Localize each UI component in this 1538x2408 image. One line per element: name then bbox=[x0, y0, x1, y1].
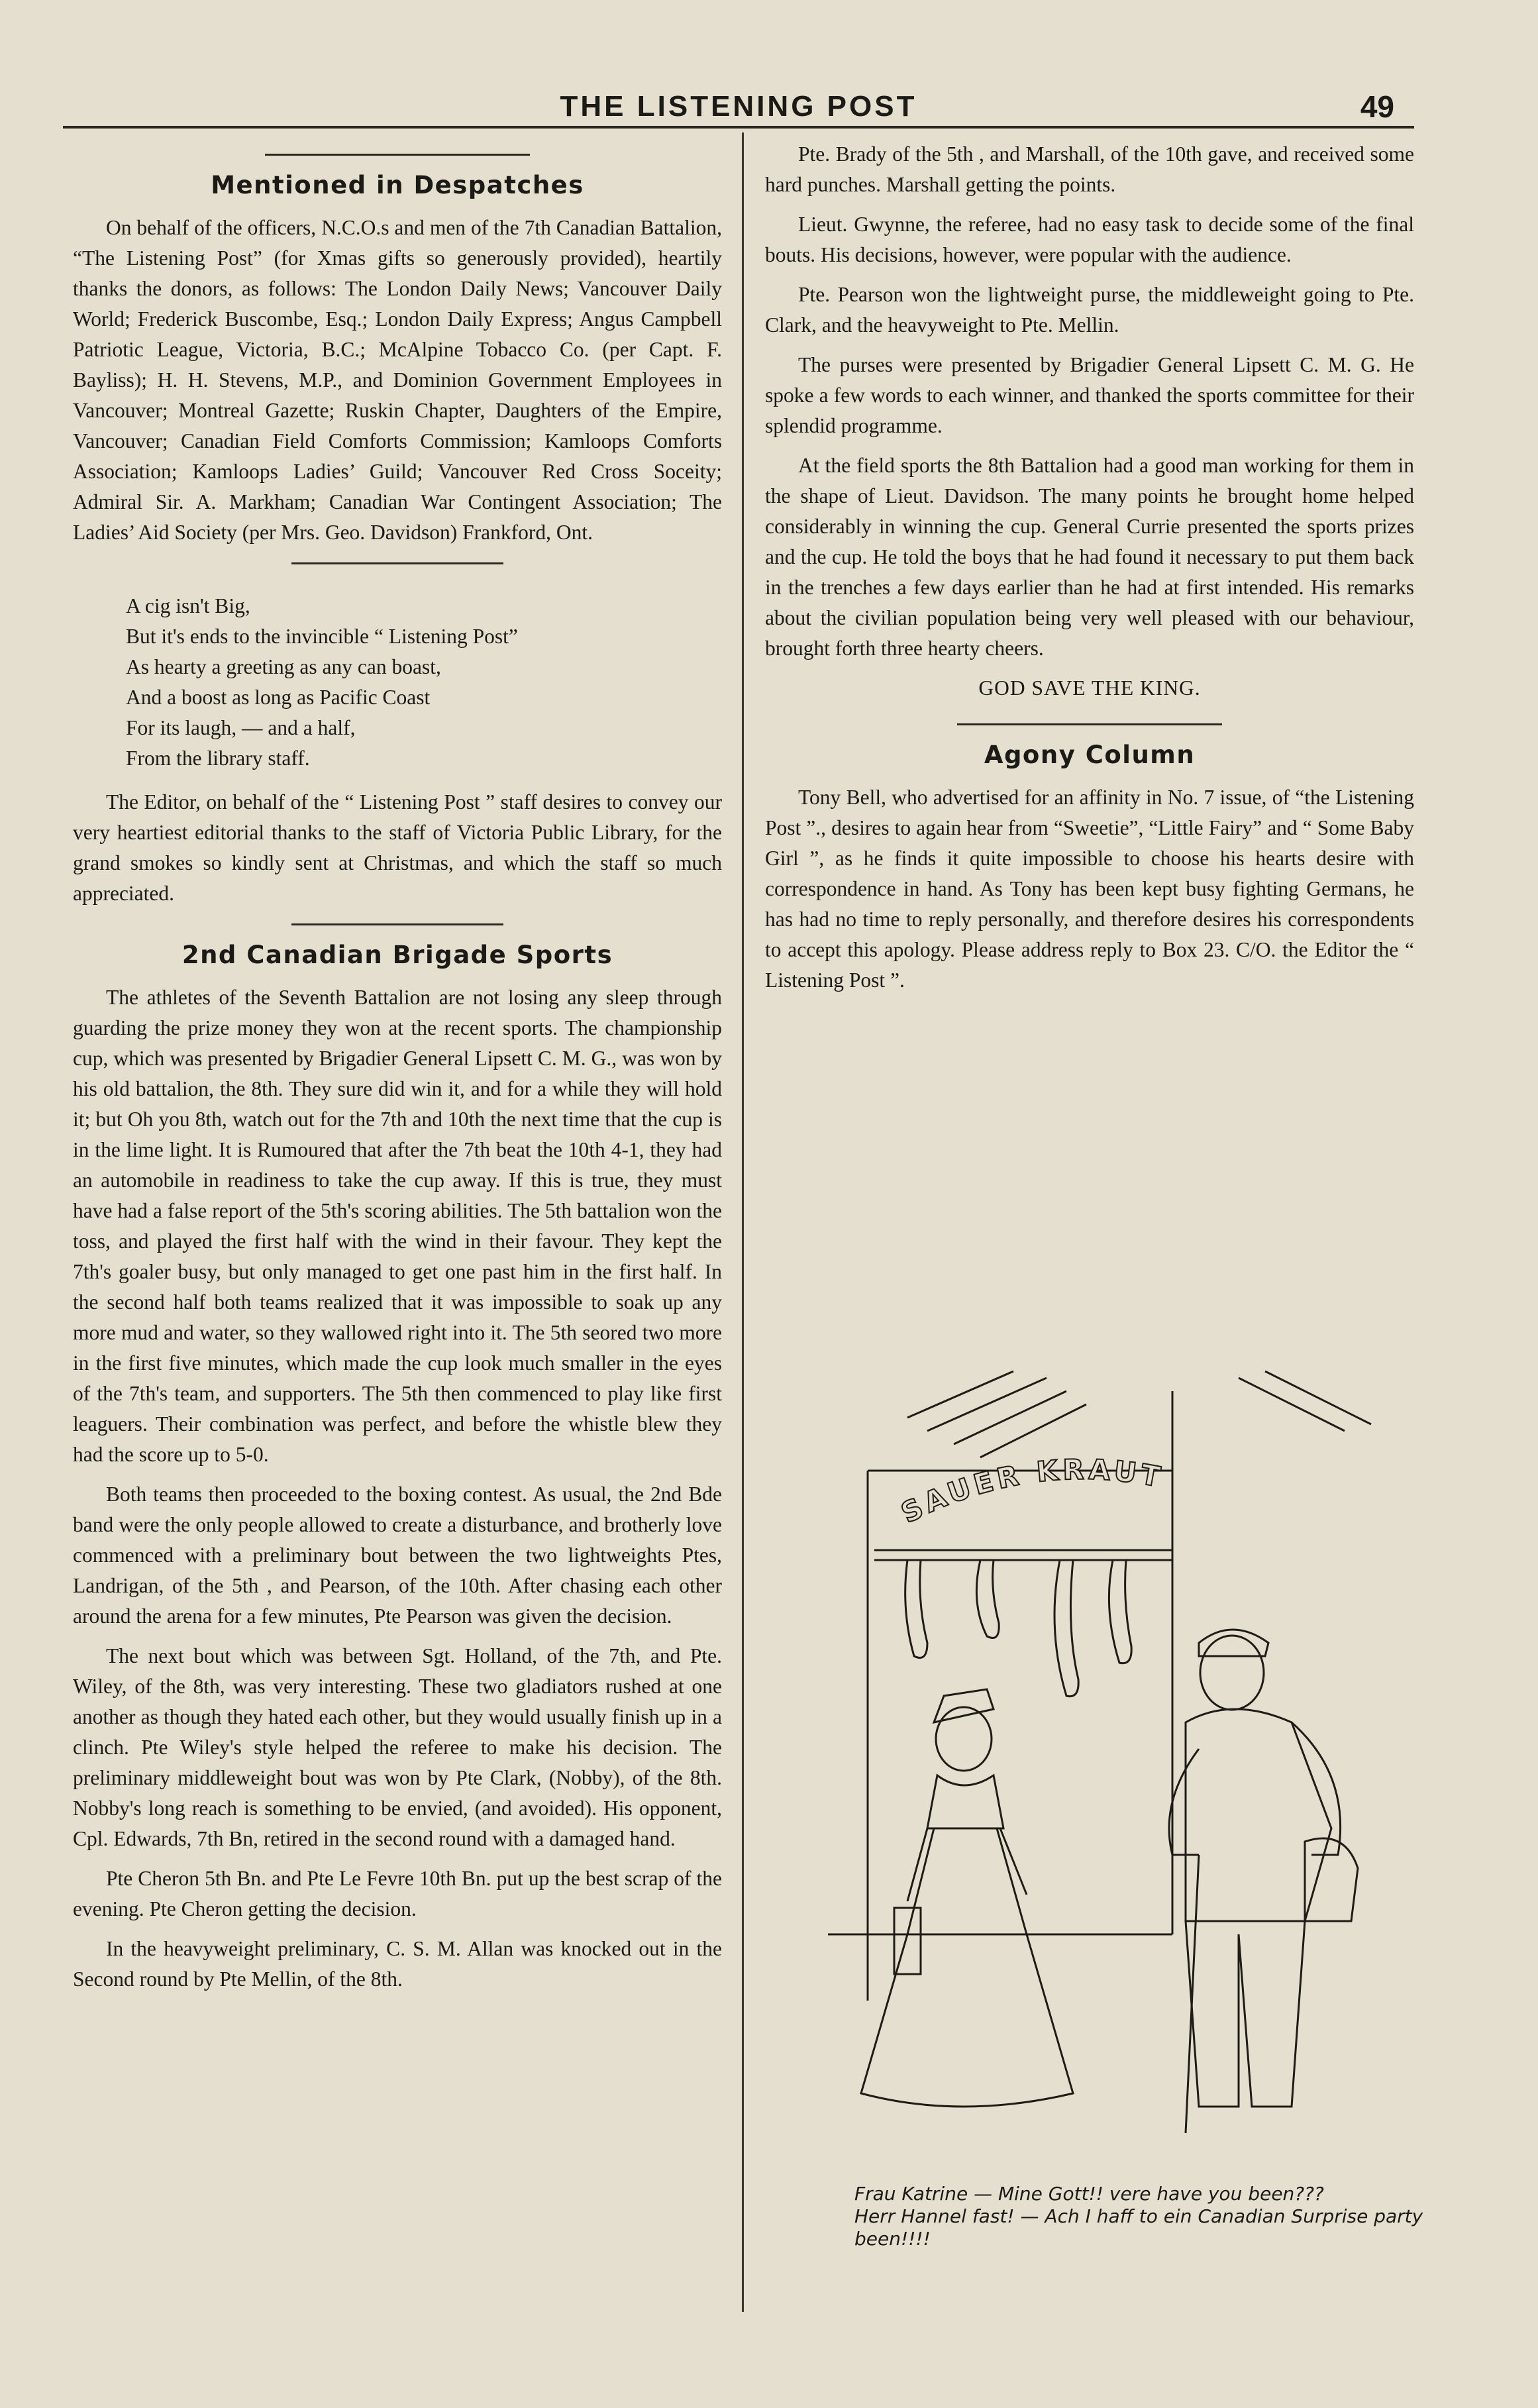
agony-text: Tony Bell, who advertised for an affinity in No. 7 issue, of “the Listening Post ”., desires to again hear from “Sweetie”, “Little Fairy” and “ Some Baby Girl ”, as he finds it quite impossible to choose his hearts desire with correspondence in hand. As Tony has been kept busy fighting Germans, he has had no time to reply personally, and therefore desires his correspondents to accept this apology. Please address reply to Box 23. C/O. the Editor the “ Listening Post ”. bbox=[765, 786, 1414, 992]
poem-line: A cig isn't Big, bbox=[126, 594, 250, 617]
sports-heading: 2nd Canadian Brigade Sports bbox=[181, 941, 613, 969]
agony-heading: Agony Column bbox=[984, 741, 1196, 769]
poem-line: But it's ends to the invincible “ Listening Post” bbox=[126, 625, 518, 648]
despatches-text: On behalf of the officers, N.C.O.s and men of the 7th Canadian Battalion, “The Listening Post” (for Xmas gifts so generously provided), heartily thanks the donors, as follows: The London Daily News; Vancouver Daily World; Frederick Buscombe, Esq.; London Daily Express; Angus Campbell Patriotic League, Victoria, B.C.; McAlpine Tobacco Co. (per Capt. F. Bayliss); H. H. Stevens, M.P., and Dominion Government Employees in Vancouver; Montreal Gazette; Ruskin Chapter, Daughters of the Empire, Vancouver; Canadian Field Comforts Commission; Kamloops Comforts Association; Kamloops Ladies’ Guild; Vancouver Red Cross Soceity; Admiral Sir. A. Markham; Canadian War Contingent Association; The Ladies’ Aid Society (per Mrs. Geo. Davidson) Frankford, Ont. bbox=[73, 216, 722, 544]
article-paragraph: Lieut. Gwynne, the referee, had no easy task to decide some of the final bouts. His decisions, however, were popular with the audience. bbox=[765, 213, 1414, 266]
running-title: THE LISTENING POST bbox=[560, 90, 917, 123]
editor-thanks-text: The Editor, on behalf of the “ Listening Post ” staff desires to convey our very heartiest editorial thanks to the staff of Victoria Public Library, for the grand smokes so kindly sent at Christmas, and which the staff so much appreciated. bbox=[73, 790, 722, 905]
section-rule bbox=[291, 923, 503, 925]
page-number: 49 bbox=[1360, 89, 1394, 124]
cartoon-caption bbox=[854, 2183, 1470, 2250]
despatches-heading: Mentioned in Despatches bbox=[211, 171, 584, 199]
cartoon-illustration bbox=[828, 1351, 1457, 2259]
svg-text:SAUER KRAUT bbox=[896, 1453, 1166, 1530]
article-paragraph: Pte. Pearson won the lightweight purse, the middleweight going to Pte. Clark, and the heavyweight to Pte. Mellin. bbox=[765, 283, 1414, 337]
section-rule bbox=[957, 723, 1222, 725]
sports-paragraph: Pte Cheron 5th Bn. and Pte Le Fevre 10th Bn. put up the best scrap of the evening. Pte Cheron getting the decision. bbox=[73, 1867, 722, 1920]
sign-text: SAUER KRAUT bbox=[896, 1453, 1167, 1530]
poem-line: From the library staff. bbox=[126, 747, 310, 770]
article-paragraph: Pte. Brady of the 5th , and Marshall, of the 10th gave, and received some hard punches. Marshall getting the points. bbox=[765, 142, 1414, 196]
page-header bbox=[63, 86, 1414, 129]
sports-paragraph: The athletes of the Seventh Battalion are not losing any sleep through guarding the prize money they won at the recent sports. The championship cup, which was presented by Brigadier General Lipsett C. M. G., was won by his old battalion, the 8th. They sure did win it, and for a while they will hold it; but Oh you 8th, watch out for the 7th and 10th the next time that the cup is in the lime light. It is Rumoured that after the 7th beat the 10th 4-1, they had an automobile in readiness to take the cup away. If this is true, they must have had a false report of the 5th's scoring abilities. The 5th battalion won the toss, and played the first half with the wind in their favour. They kept the 7th's goaler busy, but only managed to get one past him in the first half. In the second half both teams realized that it was impossible to soak up any more mud and water, so they wallowed right into it. The 5th seored two more in the first five minutes, which made the cup look much smaller in the eyes of the 7th's team, and supporters. The 5th then commenced to play like first leaguers. Their combination was perfect, and before the whistle blew they had the score up to 5-0. bbox=[73, 986, 722, 1466]
sports-paragraph: Both teams then proceeded to the boxing contest. As usual, the 2nd Bde band were the only people allowed to create a disturbance, and brotherly love commenced with a preliminary bout between the two lightweights Ptes, Landrigan, of the 5th , and Pearson, of the 10th. After chasing each other around the arena for a few minutes, Pte Pearson was given the decision. bbox=[73, 1483, 722, 1628]
section-rule bbox=[291, 562, 503, 564]
column-divider bbox=[742, 132, 744, 2312]
caption-line: Frau Katrine — Mine Gott!! vere have you been??? bbox=[854, 2183, 1324, 2205]
right-column bbox=[765, 139, 1414, 1005]
poem bbox=[126, 591, 722, 774]
poem-line: For its laugh, — and a half, bbox=[126, 716, 356, 739]
sports-paragraph: The next bout which was between Sgt. Holland, of the 7th, and Pte. Wiley, of the 8th, was very interesting. These two gladiators rushed at one another as though they hated each other, but they would usually finish up in a clinch. Pte Wiley's style helped the referee to make his decision. The preliminary middleweight bout was won by Pte Clark, (Nobby), of the 8th. Nobby's long reach is something to be envied, (and avoided). His opponent, Cpl. Edwards, 7th Bn, retired in the second round with a damaged hand. bbox=[73, 1644, 722, 1850]
left-column bbox=[73, 139, 722, 2004]
article-paragraph: At the field sports the 8th Battalion had a good man working for them in the shape of Lieut. Davidson. The many points he brought home helped considerably in winning the cup. General Currie presented the sports prizes and the cup. He told the boys that he had found it necessary to put them back in the trenches a few days earlier than he had at first intended. His remarks about the civilian population being very well pleased with our behaviour, brought forth three hearty cheers. bbox=[765, 454, 1414, 660]
poem-line: As hearty a greeting as any can boast, bbox=[126, 655, 441, 678]
poem-line: And a boost as long as Pacific Coast bbox=[126, 686, 431, 709]
section-rule bbox=[265, 154, 530, 156]
article-paragraph: The purses were presented by Brigadier General Lipsett C. M. G. He spoke a few words to each winner, and thanked the sports committee for their splendid programme. bbox=[765, 353, 1414, 437]
caption-line: Herr Hannel fast! — Ach I haff to ein Canadian Surprise party been!!!! bbox=[854, 2205, 1423, 2250]
closing-line: GOD SAVE THE KING. bbox=[978, 676, 1201, 700]
sports-paragraph: In the heavyweight preliminary, C. S. M. Allan was knocked out in the Second round by Pte Mellin, of the 8th. bbox=[73, 1937, 722, 1991]
